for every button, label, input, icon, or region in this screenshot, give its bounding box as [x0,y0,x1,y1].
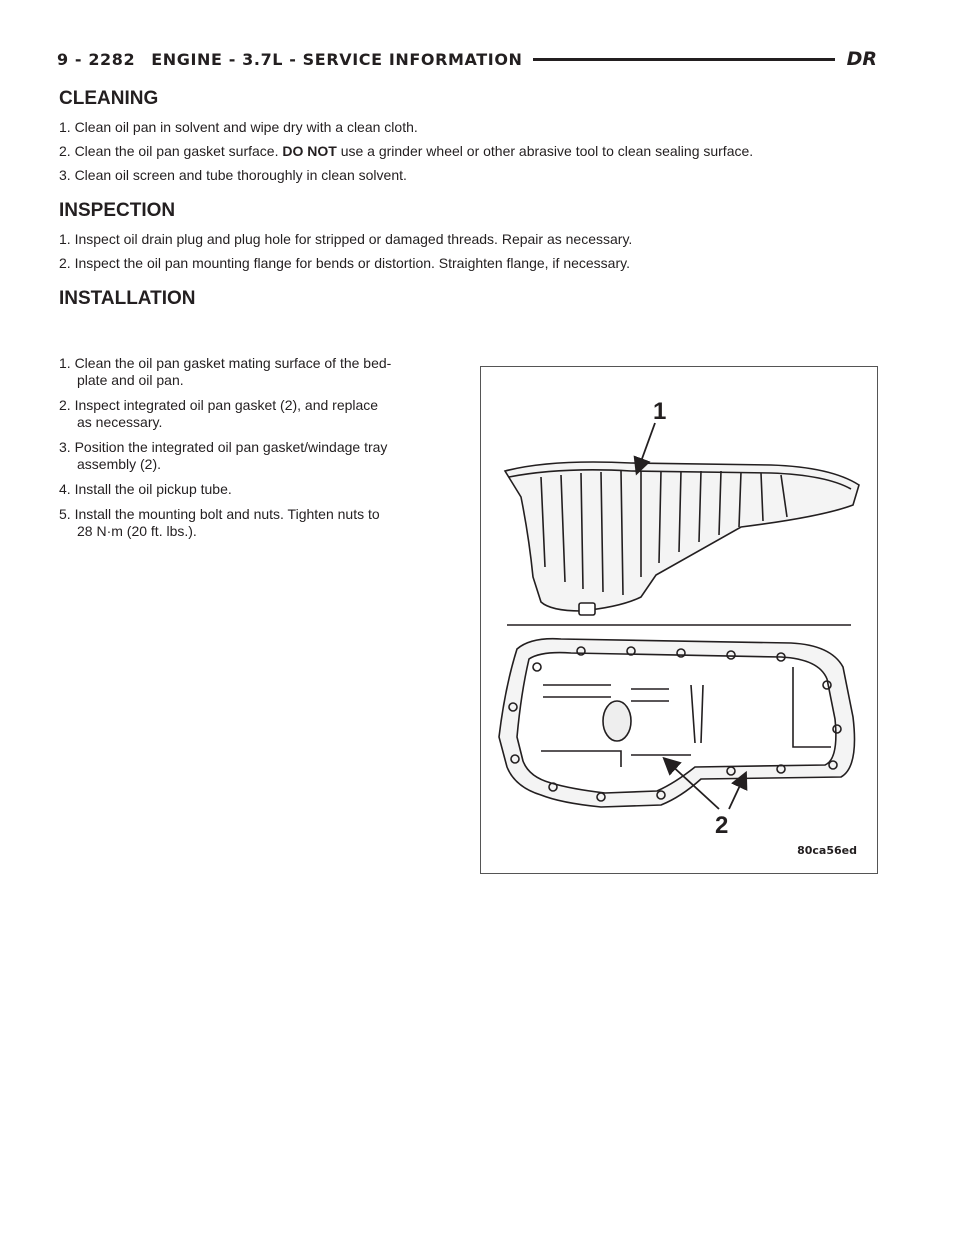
page-header [57,44,877,74]
inspection-step-2: 2. Inspect the oil pan mounting flange for bends or distortion. Straighten flange, if necessary. [59,255,630,271]
installation-step: 3. Position the integrated oil pan gasket/windage tray assembly (2). [59,439,388,472]
callout-2: 2 [715,812,729,839]
section-title: ENGINE - 3.7L - SERVICE INFORMATION [151,49,523,69]
installation-step: 4. Install the oil pickup tube. [59,481,232,497]
cleaning-step-2-suffix: use a grinder wheel or other abrasive tool to clean sealing surface. [340,143,754,159]
cleaning-heading: CLEANING [59,88,159,109]
oil-pan-illustration [481,367,877,873]
installation-steps [59,355,445,548]
header-rule [533,58,835,61]
cleaning-step-1: 1. Clean oil pan in solvent and wipe dry with a clean cloth. [59,119,418,135]
inspection-heading: INSPECTION [59,200,176,221]
oil-pan-drawing [505,462,859,615]
cleaning-step-2 [59,143,753,160]
inspection-step-1: 1. Inspect oil drain plug and plug hole for stripped or damaged threads. Repair as necessary. [59,231,633,247]
callout-1-leader [639,423,655,467]
page-reference: 9 - 2282 [57,49,136,69]
cleaning-step-3: 3. Clean oil screen and tube thoroughly in clean solvent. [59,167,407,183]
gasket-drawing [499,639,855,807]
figure-caption: 80ca56ed [797,844,857,857]
installation-step: 1. Clean the oil pan gasket mating surface of the bed- plate and oil pan. [59,355,392,388]
model-code: DR [846,48,877,70]
installation-step: 2. Inspect integrated oil pan gasket (2), and replace as necessary. [59,397,379,430]
oil-pan-figure [480,366,878,874]
installation-step: 5. Install the mounting bolt and nuts. Tighten nuts to 28 N·m (20 ft. lbs.). [59,506,380,539]
cleaning-step-2-prefix: 2. Clean the oil pan gasket surface. [59,143,279,159]
callout-1: 1 [653,398,667,425]
do-not-warning: DO NOT [282,143,337,159]
installation-heading: INSTALLATION [59,288,196,309]
